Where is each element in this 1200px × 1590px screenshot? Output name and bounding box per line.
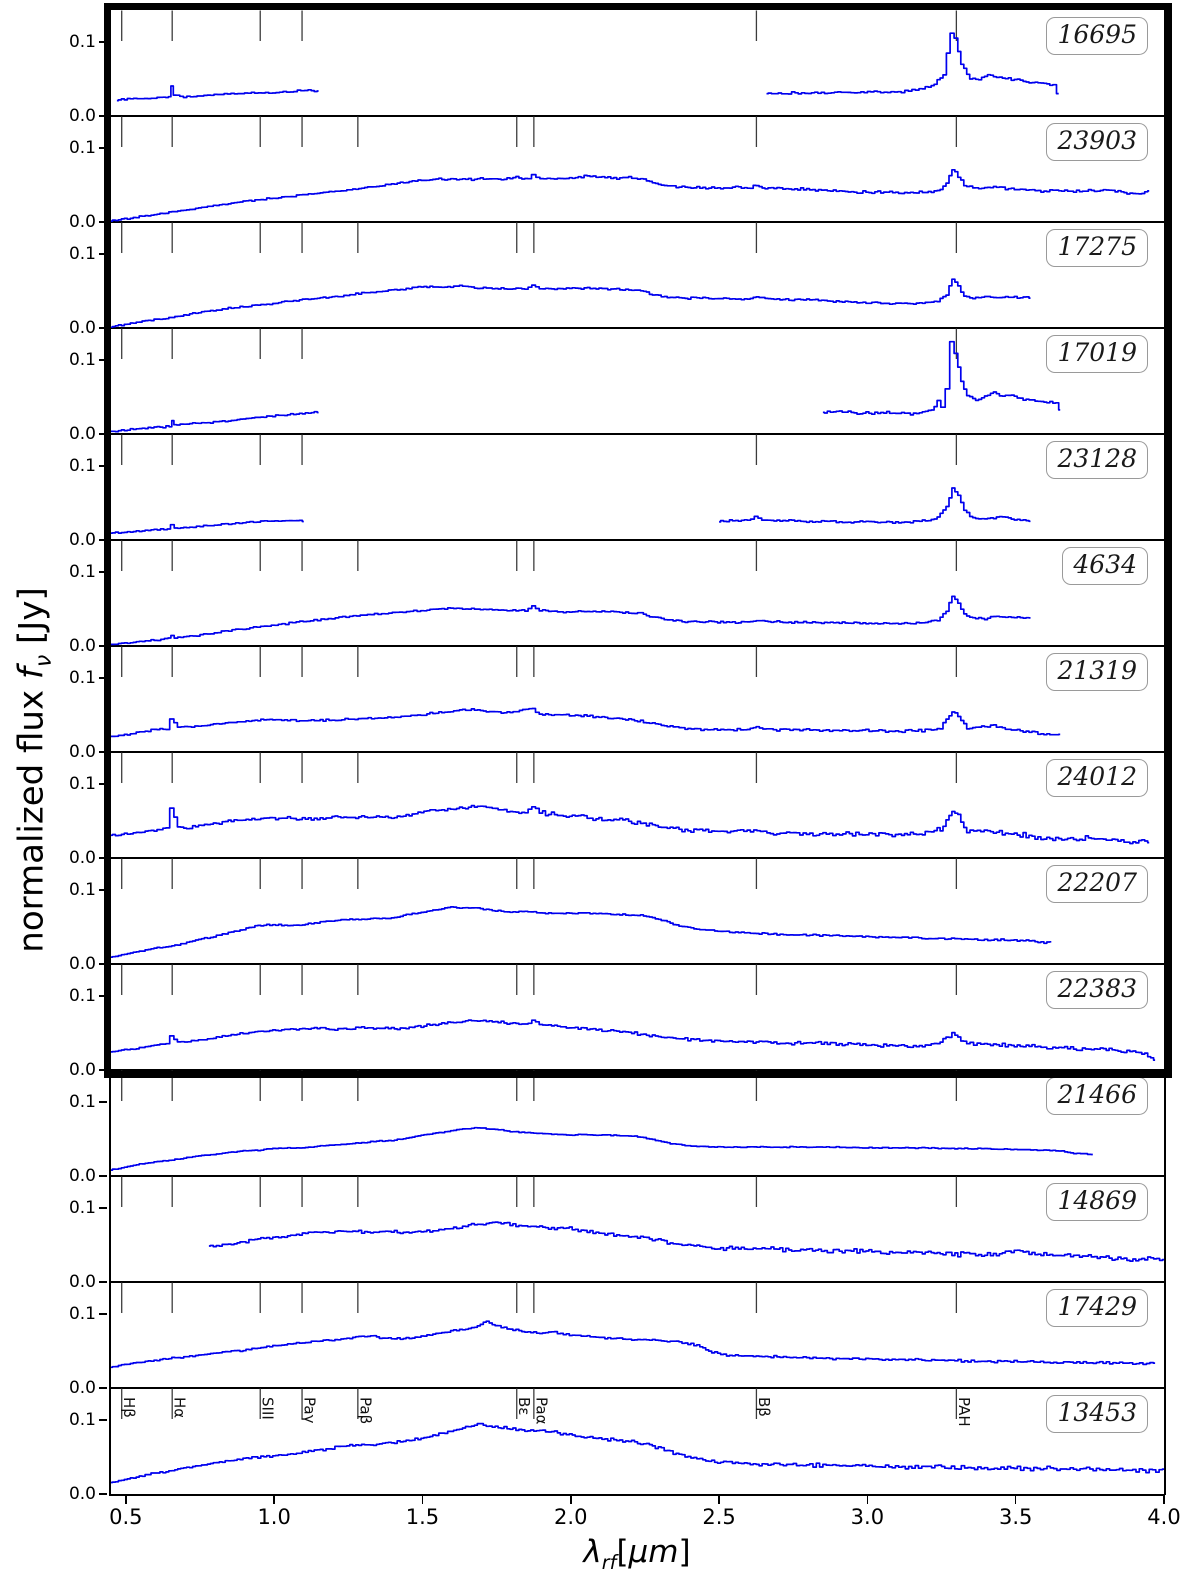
spectrum-line-23128 xyxy=(111,520,304,533)
panel-id-badge-23128: 23128 xyxy=(1046,441,1148,479)
x-axis-label-open-bracket: [ xyxy=(616,1534,629,1570)
spectrum-line-14869 xyxy=(209,1222,1164,1261)
y-tick-label: 0.1 xyxy=(68,1409,96,1430)
spectrum-line-17275 xyxy=(111,279,1031,327)
spectrum-plot-21319 xyxy=(111,646,1164,752)
spectral-line-label-Paβ: Paβ xyxy=(356,1397,375,1425)
x-tick-label: 2.0 xyxy=(554,1505,588,1529)
x-axis-label xyxy=(583,1534,690,1574)
spectrum-line-23903 xyxy=(111,170,1149,221)
spectrum-line-17019 xyxy=(111,412,319,432)
y-tick-mark xyxy=(99,465,107,467)
spectrum-plot-21466 xyxy=(111,1070,1164,1176)
x-tick-label: 0.5 xyxy=(109,1505,143,1529)
panel-id-badge-23903: 23903 xyxy=(1046,123,1148,161)
panel-id-badge-22383: 22383 xyxy=(1046,971,1148,1009)
y-tick-mark xyxy=(99,889,107,891)
y-tick-mark xyxy=(99,857,107,859)
y-tick-label: 0.1 xyxy=(68,985,96,1006)
x-axis-label-close-bracket: ] xyxy=(678,1534,691,1570)
y-tick-mark xyxy=(99,1207,107,1209)
y-tick-label: 0.0 xyxy=(68,1484,96,1504)
axis-spine-bottom xyxy=(109,1494,1165,1496)
spectrum-line-24012 xyxy=(111,806,1149,844)
y-tick-label: 0.1 xyxy=(68,455,96,476)
y-tick-label: 0.0 xyxy=(68,742,96,762)
y-tick-label: 0.0 xyxy=(68,1060,96,1080)
x-tick-label: 3.0 xyxy=(850,1505,885,1529)
spectrum-line-21466 xyxy=(111,1128,1093,1170)
spectral-line-label-Hα: Hα xyxy=(170,1397,189,1419)
y-tick-label: 0.0 xyxy=(68,1272,96,1292)
spectrum-line-21319 xyxy=(111,709,1060,737)
x-tick-label: 2.5 xyxy=(702,1505,736,1529)
x-tick-mark xyxy=(422,1496,424,1504)
spectrum-plot-17429 xyxy=(111,1282,1164,1388)
spectrum-line-17429 xyxy=(111,1321,1155,1367)
y-tick-label: 0.0 xyxy=(68,530,96,550)
y-tick-mark xyxy=(99,1101,107,1103)
spectrum-line-16695 xyxy=(767,33,1059,94)
spectrum-plot-4634 xyxy=(111,540,1164,646)
panel-id-badge-14869: 14869 xyxy=(1046,1183,1148,1221)
spectrum-line-22207 xyxy=(111,907,1051,957)
y-tick-mark xyxy=(99,1493,107,1495)
y-tick-mark xyxy=(99,1175,107,1177)
spectrum-line-22383 xyxy=(111,1020,1155,1060)
x-axis-label-subscript: rf xyxy=(601,1551,617,1575)
y-axis-label-text: normalized flux xyxy=(11,689,52,953)
y-tick-mark xyxy=(99,1419,107,1421)
x-tick-label: 3.5 xyxy=(998,1505,1033,1529)
y-tick-mark xyxy=(99,433,107,435)
y-tick-label: 0.0 xyxy=(68,318,96,338)
y-tick-mark xyxy=(99,1069,107,1071)
y-tick-mark xyxy=(99,751,107,753)
y-tick-mark xyxy=(99,327,107,329)
spectrum-plot-22207 xyxy=(111,858,1164,964)
x-tick-mark xyxy=(1015,1496,1017,1504)
spectrum-plot-16695 xyxy=(111,10,1164,116)
spectral-line-label-Paγ: Paγ xyxy=(300,1397,319,1424)
panel-id-badge-17019: 17019 xyxy=(1046,335,1148,373)
spectrum-line-4634 xyxy=(111,596,1031,644)
y-tick-mark xyxy=(99,359,107,361)
y-tick-mark xyxy=(99,677,107,679)
spectral-line-label-SIII: SIII xyxy=(258,1397,277,1420)
y-tick-label: 0.1 xyxy=(68,561,96,582)
spectrum-line-17019 xyxy=(823,342,1060,415)
y-tick-mark xyxy=(99,41,107,43)
spectrum-line-23128 xyxy=(719,488,1030,523)
panel-id-badge-17275: 17275 xyxy=(1046,229,1148,267)
spectrum-plot-13453 xyxy=(111,1388,1164,1494)
x-tick-mark xyxy=(1163,1496,1165,1504)
y-tick-mark xyxy=(99,571,107,573)
y-tick-label: 0.0 xyxy=(68,954,96,974)
y-tick-label: 0.1 xyxy=(68,1303,96,1324)
spectrum-plot-23128 xyxy=(111,434,1164,540)
panel-id-badge-21466: 21466 xyxy=(1046,1077,1148,1115)
spectral-line-label-Bε: Bε xyxy=(515,1397,534,1416)
panel-id-badge-4634: 4634 xyxy=(1062,547,1148,585)
axis-spine-right xyxy=(1164,10,1166,1495)
y-tick-label: 0.1 xyxy=(68,349,96,370)
x-tick-label: 4.0 xyxy=(1147,1505,1181,1529)
y-tick-label: 0.0 xyxy=(68,424,96,444)
panel-id-badge-21319: 21319 xyxy=(1046,653,1148,691)
y-tick-label: 0.0 xyxy=(68,1166,96,1186)
y-tick-label: 0.0 xyxy=(68,106,96,126)
x-axis-label-lambda: λ xyxy=(583,1534,602,1570)
panel-id-badge-16695: 16695 xyxy=(1046,17,1148,55)
panel-id-badge-17429: 17429 xyxy=(1046,1289,1148,1327)
panel-id-badge-22207: 22207 xyxy=(1046,865,1148,903)
x-tick-label: 1.0 xyxy=(257,1505,291,1529)
panel-id-badge-13453: 13453 xyxy=(1046,1395,1148,1433)
spectrum-plot-14869 xyxy=(111,1176,1164,1282)
spectrum-plot-22383 xyxy=(111,964,1164,1070)
y-axis-label-subscript: ν xyxy=(30,654,57,668)
spectrum-plot-17019 xyxy=(111,328,1164,434)
x-axis-label-mu-m: μm xyxy=(628,1534,679,1570)
spectrum-line-16695 xyxy=(117,86,319,101)
y-axis-label xyxy=(12,587,57,952)
y-tick-label: 0.1 xyxy=(68,667,96,688)
x-tick-mark xyxy=(125,1496,127,1504)
y-tick-label: 0.1 xyxy=(68,243,96,264)
spectrum-plot-23903 xyxy=(111,116,1164,222)
y-axis-label-unit: [Jy] xyxy=(11,587,52,644)
y-tick-label: 0.0 xyxy=(68,1378,96,1398)
x-tick-mark xyxy=(273,1496,275,1504)
y-tick-mark xyxy=(99,253,107,255)
y-tick-mark xyxy=(99,1281,107,1283)
x-tick-mark xyxy=(867,1496,869,1504)
y-tick-mark xyxy=(99,1313,107,1315)
y-tick-label: 0.1 xyxy=(68,137,96,158)
y-tick-label: 0.1 xyxy=(68,879,96,900)
spectral-line-label-Paα: Paα xyxy=(532,1397,551,1425)
y-tick-label: 0.1 xyxy=(68,773,96,794)
spectral-line-label-Hβ: Hβ xyxy=(120,1397,139,1418)
spectrum-plot-17275 xyxy=(111,222,1164,328)
y-tick-mark xyxy=(99,539,107,541)
spectral-line-label-Bβ: Bβ xyxy=(754,1397,773,1417)
y-tick-mark xyxy=(99,115,107,117)
y-tick-label: 0.1 xyxy=(68,1091,96,1112)
y-tick-label: 0.0 xyxy=(68,848,96,868)
y-tick-label: 0.0 xyxy=(68,636,96,656)
y-tick-label: 0.1 xyxy=(68,1197,96,1218)
y-tick-mark xyxy=(99,783,107,785)
y-tick-mark xyxy=(99,1387,107,1389)
spectrum-line-13453 xyxy=(111,1424,1164,1483)
y-tick-label: 0.1 xyxy=(68,31,96,52)
x-tick-label: 1.5 xyxy=(405,1505,440,1529)
y-tick-mark xyxy=(99,963,107,965)
x-tick-mark xyxy=(570,1496,572,1504)
x-tick-mark xyxy=(718,1496,720,1504)
spectral-line-label-PAH: PAH xyxy=(954,1397,973,1427)
y-tick-mark xyxy=(99,221,107,223)
spectrum-plot-24012 xyxy=(111,752,1164,858)
y-tick-mark xyxy=(99,995,107,997)
y-axis-label-symbol: f xyxy=(11,667,52,680)
y-tick-label: 0.0 xyxy=(68,212,96,232)
y-tick-mark xyxy=(99,645,107,647)
y-tick-mark xyxy=(99,147,107,149)
panel-id-badge-24012: 24012 xyxy=(1046,759,1148,797)
